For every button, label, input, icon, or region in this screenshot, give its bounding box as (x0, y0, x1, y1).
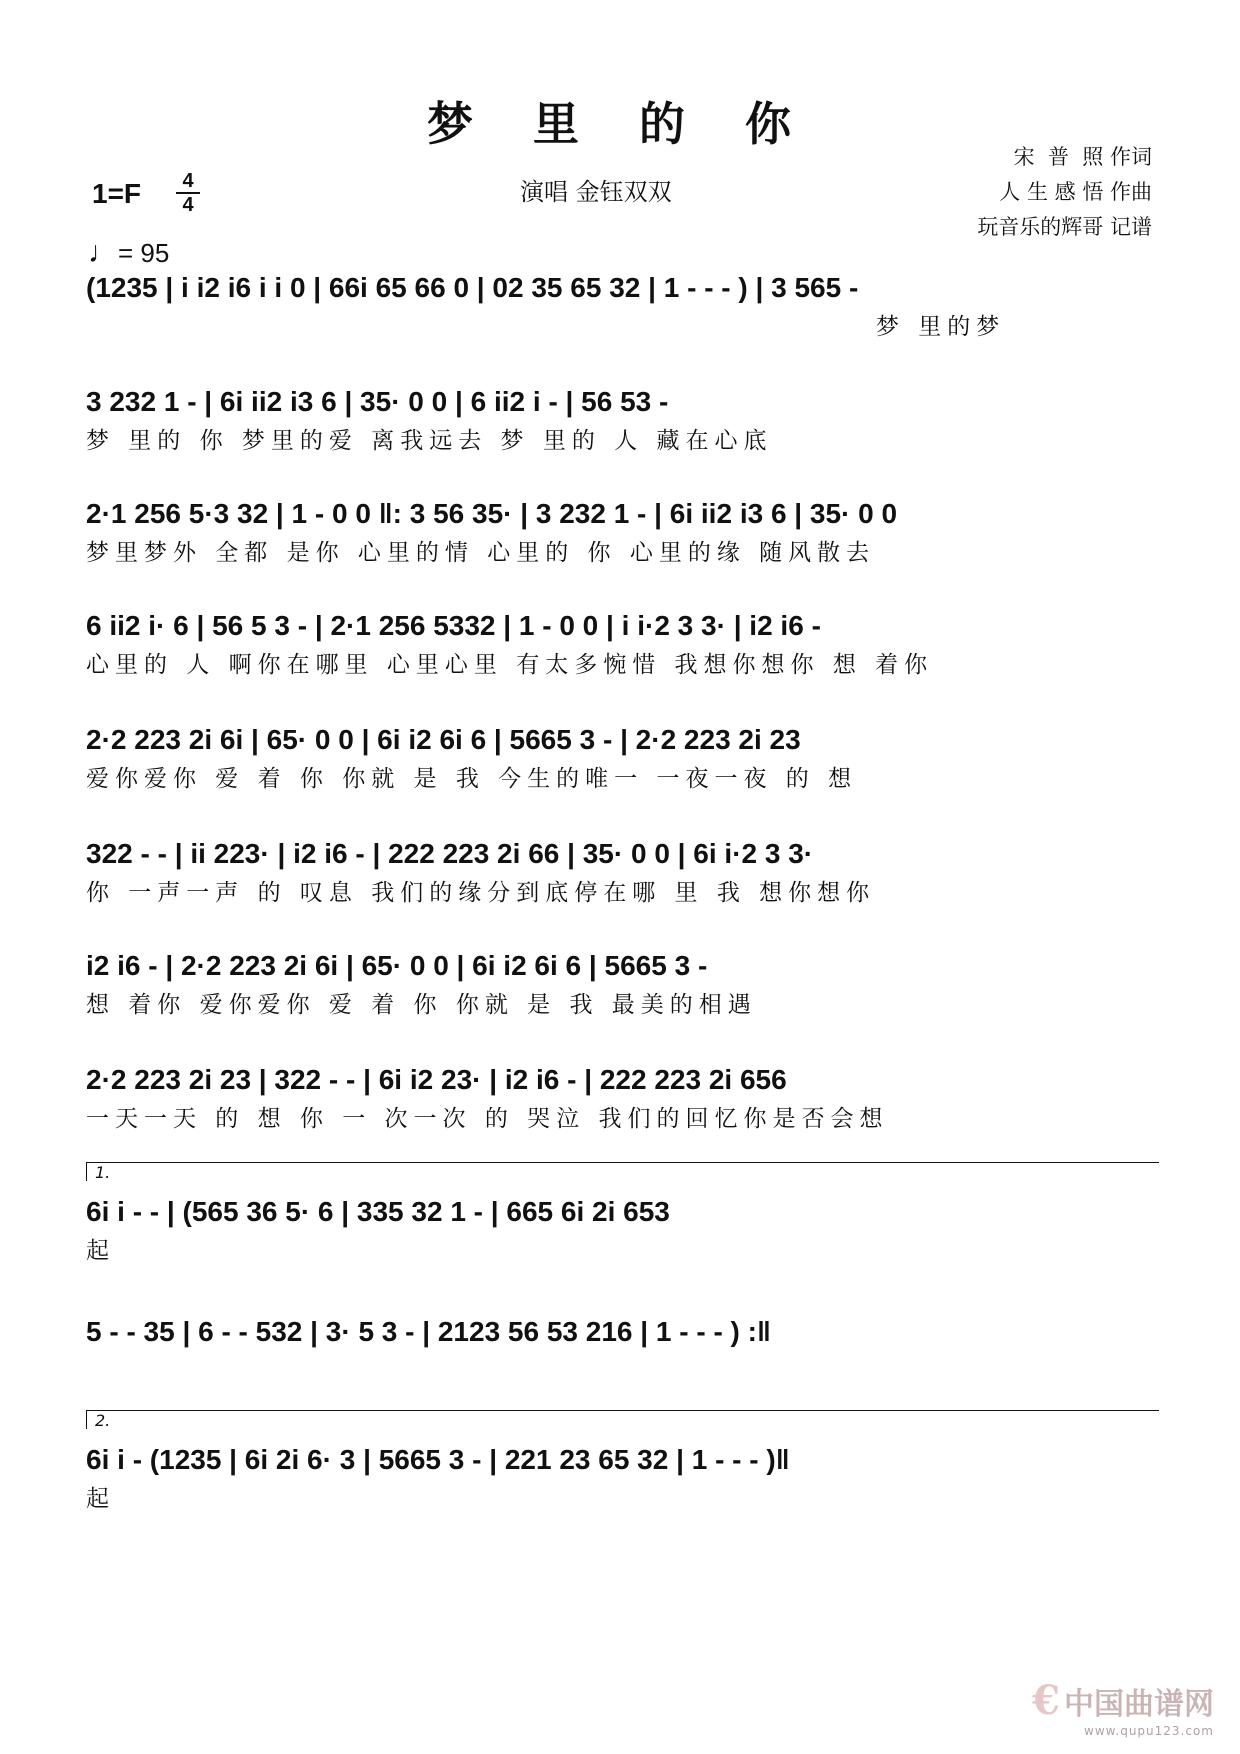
staff-lyrics: 想 着你 爱你爱你 爱 着 你 你就 是 我 最美的相遇 (86, 992, 757, 1018)
staff-lyrics: 起 (86, 1238, 115, 1264)
staff-line-8 (86, 1044, 1150, 1140)
staff-notes: 6 ii2 i· 6 | 56 5 3 - | 2·1 256 5332 | 1 - 0 0 | i i·2 3 3· | i2 i6 - (86, 610, 821, 641)
staff-line-7 (86, 930, 1150, 1026)
staff-line-6 (86, 818, 1150, 914)
time-signature (176, 170, 200, 216)
staff-lyrics (86, 1348, 1150, 1392)
lyricist-credit: 宋 普 照 作词 (1013, 145, 1152, 169)
staff-line-3 (86, 478, 1150, 574)
staff-lyrics: 梦里梦外 全都 是你 心里的情 心里的 你 心里的缘 随风散去 (86, 540, 876, 566)
song-title: 梦 里 的 你 (426, 97, 814, 151)
staff-lyrics: 一天一天 的 想 你 一 次一次 的 哭泣 我们的回忆你是否会想 (86, 1106, 889, 1132)
staff-line-9 (86, 1176, 1150, 1272)
logo-icon: € (1032, 1677, 1060, 1724)
staff-lyrics: 你 一声一声 的 叹息 我们的缘分到底停在哪 里 我 想你想你 (86, 880, 876, 906)
staff-notes: 5 - - 35 | 6 - - 532 | 3· 5 3 - | 2123 56 53 216 | 1 - - - ) :‖ (86, 1316, 771, 1347)
staff-notes: 6i i - (1235 | 6i 2i 6· 3 | 5665 3 - | 221 23 65 32 | 1 - - - )‖ (86, 1444, 790, 1475)
staff-lyrics: 梦 里的 你 梦里的爱 离我远去 梦 里的 人 藏在心底 (86, 428, 773, 454)
key-signature: 1=F (92, 178, 142, 209)
staff-notes: 2·2 223 2i 23 | 322 - - | 6i i2 23· | i2 i6 - | 222 223 2i 656 (86, 1064, 787, 1095)
staff-notes: 2·1 256 5·3 32 | 1 - 0 0 ‖: 3 56 35· | 3 232 1 - | 6i ii2 i3 6 | 35· 0 0 (86, 498, 898, 529)
staff-notes: i2 i6 - | 2·2 223 2i 6i | 65· 0 0 | 6i i2 6i 6 | 5665 3 - (86, 950, 708, 981)
staff-line-11 (86, 1424, 1150, 1520)
staff-line-4 (86, 590, 1150, 686)
staff-line-10 (86, 1296, 1150, 1392)
credits-block (977, 140, 1152, 245)
staff-notes: 3 232 1 - | 6i ii2 i3 6 | 35· 0 0 | 6 ii2 i - | 56 53 - (86, 386, 669, 417)
watermark-url: www.qupu123.com (1084, 1724, 1214, 1738)
time-signature-top: 4 (182, 170, 194, 192)
staff-lyrics: 梦 里的梦 (876, 314, 1006, 340)
staff-lyrics: 起 (86, 1486, 115, 1512)
staff-notes: 322 - - | ii 223· | i2 i6 - | 222 223 2i 66 | 35· 0 0 | 6i i·2 3 3· (86, 838, 814, 869)
singer-credit: 演唱 金钰双双 (520, 178, 672, 206)
staff-notes: (1235 | i i2 i6 i i 0 | 66i 65 66 0 | 02 35 65 32 | 1 - - - ) | 3 565 - (86, 272, 859, 303)
watermark-logo: € 中国曲谱网 (1032, 1677, 1214, 1724)
second-ending-bracket: 2. (86, 1410, 1159, 1429)
tempo-value: = 95 (118, 238, 170, 268)
staff-line-1 (86, 252, 1150, 348)
staff-lyrics: 心里的 人 啊你在哪里 心里心里 有太多惋惜 我想你想你 想 着你 (86, 652, 934, 678)
watermark (1032, 1677, 1214, 1738)
staff-notes: 6i i - - | (565 36 5· 6 | 335 32 1 - | 665 6i 2i 653 (86, 1196, 670, 1227)
quarter-note-icon: ♩ (88, 236, 118, 269)
staff-notes: 2·2 223 2i 6i | 65· 0 0 | 6i i2 6i 6 | 5665 3 - | 2·2 223 2i 23 (86, 724, 801, 755)
time-signature-bottom: 4 (176, 192, 200, 216)
staff-line-2 (86, 366, 1150, 462)
transcriber-credit: 玩音乐的辉哥 记谱 (977, 215, 1152, 239)
staff-lyrics: 爱你爱你 爱 着 你 你就 是 我 今生的唯一 一夜一夜 的 想 (86, 766, 858, 792)
first-ending-bracket: 1. (86, 1162, 1159, 1181)
staff-line-5 (86, 704, 1150, 800)
composer-credit: 人 生 感 悟 作曲 (999, 180, 1152, 204)
